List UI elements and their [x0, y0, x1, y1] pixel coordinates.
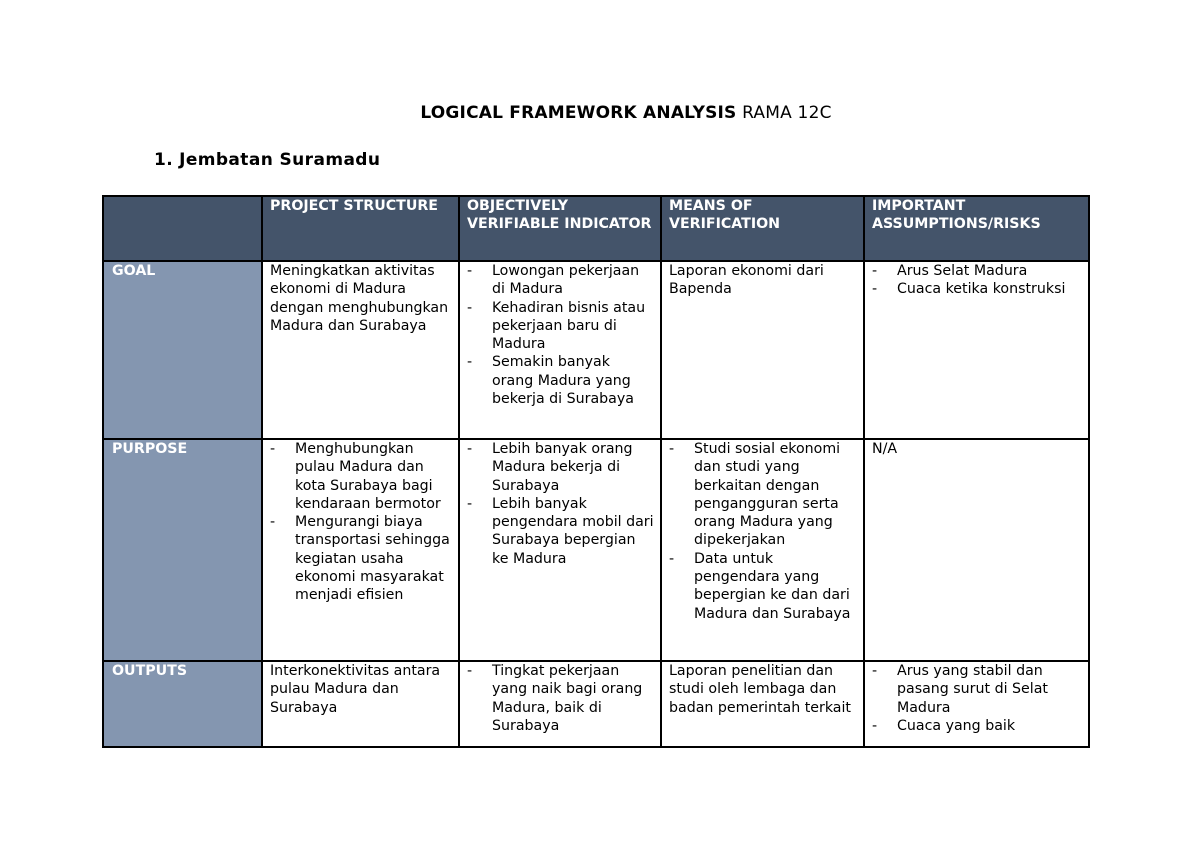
outputs-assumptions-cell	[864, 661, 1089, 747]
outputs-indicator-list	[467, 662, 654, 735]
list-item: - Cuaca ketika konstruksi	[872, 280, 1082, 298]
list-item: - Arus Selat Madura	[872, 262, 1082, 280]
row-label-purpose: PURPOSE	[103, 439, 262, 661]
outputs-project-structure-text: Interkonektivitas antara pulau Madura dan Surabaya	[270, 663, 441, 716]
list-item: - Data untuk pengendara yang bepergian ke dan dari Madura dan Surabaya	[669, 550, 857, 623]
outputs-verification-text: Laporan penelitian dan studi oleh lembaga dan badan pemerintah terkait	[669, 663, 851, 716]
list-item: - Studi sosial ekonomi dan studi yang berkaitan dengan pengangguran serta orang Madura yang dipekerjakan	[669, 440, 857, 550]
outputs-assumptions-list	[872, 662, 1082, 735]
outputs-indicator-cell	[459, 661, 661, 747]
table-row-goal	[103, 261, 1089, 439]
list-item: - Lebih banyak orang Madura bekerja di Surabaya	[467, 440, 654, 495]
header-assumptions: IMPORTANT ASSUMPTIONS/RISKS	[864, 196, 1089, 261]
outputs-verification-cell	[661, 661, 864, 747]
purpose-assumptions-text: N/A	[872, 441, 898, 457]
list-item: - Lowongan pekerjaan di Madura	[467, 262, 654, 299]
goal-indicator-list	[467, 262, 654, 408]
title-rest: RAMA 12C	[736, 103, 832, 123]
goal-verification-cell	[661, 261, 864, 439]
goal-assumptions-list	[872, 262, 1082, 299]
list-item: - Cuaca yang baik	[872, 717, 1082, 735]
row-label-outputs: OUTPUTS	[103, 661, 262, 747]
list-item: - Lebih banyak pengendara mobil dari Surabaya bepergian ke Madura	[467, 495, 654, 568]
table-row-outputs	[103, 661, 1089, 747]
list-item: - Kehadiran bisnis atau pekerjaan baru di Madura	[467, 299, 654, 354]
purpose-verification-cell	[661, 439, 864, 661]
logframe-table	[102, 195, 1090, 748]
list-item: - Menghubungkan pulau Madura dan kota Surabaya bagi kendaraan bermotor	[270, 440, 452, 513]
document-title	[0, 103, 1200, 123]
section-title: Jembatan Suramadu	[179, 150, 381, 170]
goal-project-structure-cell	[262, 261, 459, 439]
list-item: - Mengurangi biaya transportasi sehingga kegiatan usaha ekonomi masyarakat menjadi efisien	[270, 513, 452, 604]
goal-verification-text: Laporan ekonomi dari Bapenda	[669, 263, 824, 298]
table-header-row	[103, 196, 1089, 261]
row-label-goal: GOAL	[103, 261, 262, 439]
goal-assumptions-cell	[864, 261, 1089, 439]
purpose-indicator-cell	[459, 439, 661, 661]
purpose-indicator-list	[467, 440, 654, 568]
section-number: 1.	[154, 150, 174, 170]
table-row-purpose	[103, 439, 1089, 661]
goal-project-structure-text: Meningkatkan aktivitas ekonomi di Madura dengan menghubungkan Madura dan Surabaya	[270, 263, 449, 334]
purpose-project-structure-list	[270, 440, 452, 605]
header-project-structure: PROJECT STRUCTURE	[262, 196, 459, 261]
section-heading	[154, 150, 380, 170]
header-verification: MEANS OF VERIFICATION	[661, 196, 864, 261]
purpose-project-structure-cell	[262, 439, 459, 661]
purpose-assumptions-cell	[864, 439, 1089, 661]
header-indicator: OBJECTIVELY VERIFIABLE INDICATOR	[459, 196, 661, 261]
list-item: - Tingkat pekerjaan yang naik bagi orang Madura, baik di Surabaya	[467, 662, 654, 735]
header-corner-cell	[103, 196, 262, 261]
goal-indicator-cell	[459, 261, 661, 439]
list-item: - Semakin banyak orang Madura yang bekerja di Surabaya	[467, 353, 654, 408]
list-item: - Arus yang stabil dan pasang surut di Selat Madura	[872, 662, 1082, 717]
outputs-project-structure-cell	[262, 661, 459, 747]
purpose-verification-list	[669, 440, 857, 623]
title-bold-part: LOGICAL FRAMEWORK ANALYSIS	[420, 103, 737, 123]
